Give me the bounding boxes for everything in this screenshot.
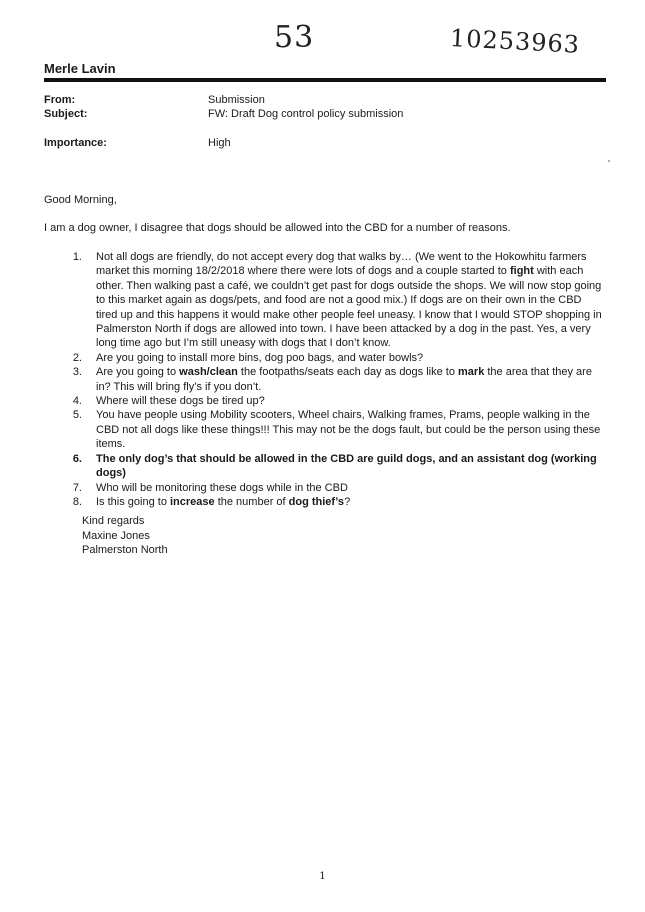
header-divider (44, 78, 606, 82)
importance-label: Importance: (44, 137, 107, 149)
list-item (44, 394, 604, 408)
reasons-list (44, 250, 604, 509)
signature-block (82, 514, 168, 558)
sign-off: Kind regards (82, 515, 145, 527)
list-number: 1. (72, 251, 82, 263)
greeting: Good Morning, (44, 194, 117, 206)
from-value: Submission (208, 94, 265, 106)
signer-name: Maxine Jones (82, 529, 150, 542)
list-item (44, 408, 604, 451)
list-item (44, 365, 604, 394)
handwritten-reference-number: 10253963 (449, 24, 581, 59)
subject-value: FW: Draft Dog control policy submission (208, 108, 404, 120)
list-item (44, 481, 604, 495)
list-text: Where will these dogs be tired up? (96, 395, 265, 408)
list-text: Who will be monitoring these dogs while in the CBD (96, 481, 348, 494)
scan-speck (608, 160, 610, 162)
handwritten-page-number: 53 (274, 20, 315, 55)
list-number: 3. (72, 366, 82, 379)
list-number: 5. (72, 409, 82, 422)
list-number: 4. (72, 395, 82, 408)
list-text: Are you going to wash/clean the footpaths/seats each day as dogs like to mark the area that they are in? This will bring fly’s if you don’t. (96, 366, 592, 393)
list-text: Not all dogs are friendly, do not accept every dog that walks by… (We went to the Hokowhitu farmers market this morning 18/2/2018 where there were lots of dogs and a couple started to fight with each other. Then walking past a café, we couldn’t get past for dogs outside the shops. We will now stop going to this market again as dogs/pets, and food are not a good mix.) If dogs are on their own in the CBD tired up and this happens it would make other people feel uneasy. I know that I would STOP shopping in Palmerston North if dogs are allowed into town. I have been attacked by a dog in the past. Yes, a very long time ago but I’m still uneasy with dogs that I don’t know. (96, 251, 602, 350)
list-text: The only dog’s that should be allowed in the CBD are guild dogs, and an assistant dog (working dogs) (96, 452, 597, 480)
list-number: 6. (72, 452, 82, 465)
page-number: 1 (319, 871, 326, 882)
sender-name: Merle Lavin (44, 61, 116, 76)
list-text: Are you going to install more bins, dog poo bags, and water bowls? (96, 351, 424, 364)
list-text: You have people using Mobility scooters, Wheel chairs, Walking frames, Prams, people walking in the CBD not all dogs like these things!!! This may not be the dogs fault, but could be the person using these items. (96, 409, 601, 451)
intro-paragraph: I am a dog owner, I disagree that dogs should be allowed into the CBD for a number of reasons. (44, 222, 511, 234)
list-number: 7. (72, 481, 82, 494)
list-item (44, 351, 604, 365)
list-item (44, 495, 604, 509)
subject-label: Subject: (44, 108, 88, 120)
signer-location: Palmerston North (82, 544, 168, 557)
list-number: 8. (72, 495, 82, 508)
from-label: From: (44, 94, 76, 106)
list-text: Is this going to increase the number of dog thief’s? (96, 495, 351, 508)
list-item (44, 452, 604, 481)
list-item (44, 250, 604, 351)
list-number: 2. (72, 351, 82, 364)
importance-value: High (208, 137, 231, 149)
